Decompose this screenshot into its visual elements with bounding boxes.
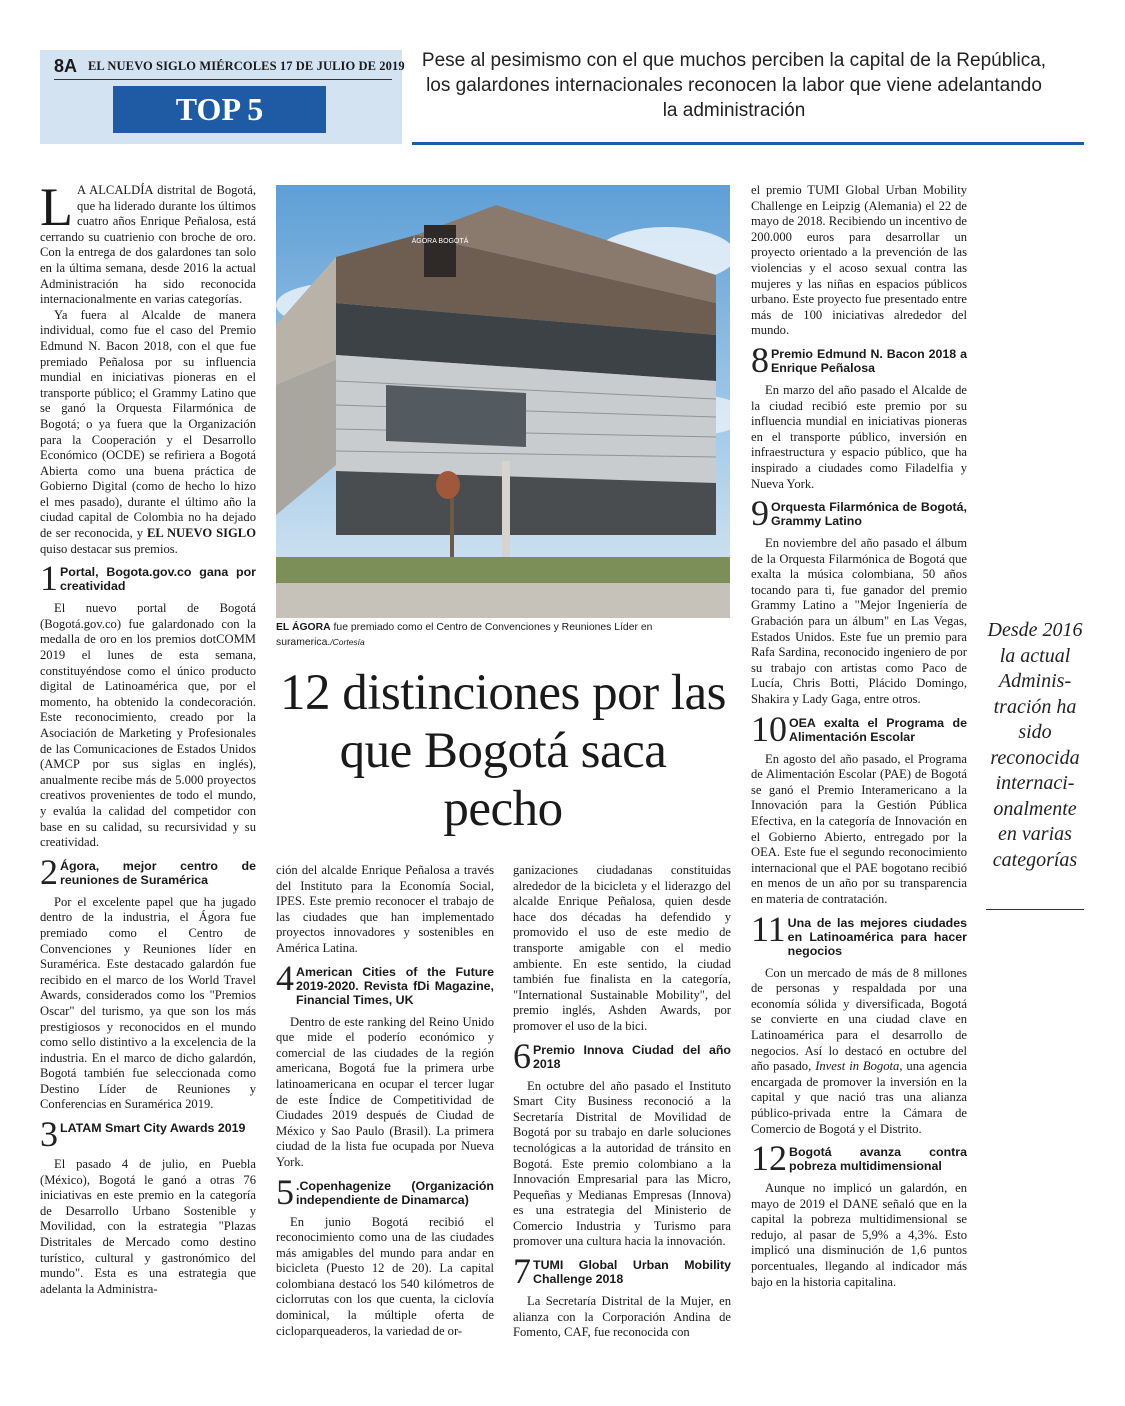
column-1 [40, 177, 257, 1297]
section-body-3-cont: ción del alcalde Enrique Peñalosa a través del Instituto para la Economía Social, IPES. Este premio reconocer el trabajo de las ciudades que han implementado proyectos innovadores y sostenibles en América Latina. [276, 863, 494, 955]
section-body-10: En agosto del año pasado, el Programa de Alimentación Escolar (PAE) de Bogotá se ganó el Premio Interamericano a la Innovación para la Gestión Pública Efectiva, en la categoría de Innovación en el Gobierno Abierto, entregado por la OEA. Este fue el segundo reconocimiento internacional que el PAE bogotano recibió en menos de un año por su transparencia en materia de contratación. [751, 751, 967, 906]
intro-paragraph-2: Ya fuera al Alcalde de manera individual, como fue el caso del Premio Edmund N. Bacon 2018, con el que fue premiado Peñalosa por su influencia mundial en iniciativas pioneras en el transporte público; el Grammy Latino que se ganó la Orquesta Filarmónica de Bogotá; o ya fuera que la Organización para la Cooperación y el Desarrollo Económico (OCDE) se refiriera a Bogotá Abierta como una buena práctica de Gobierno Digital (como de hecho lo hizo el mes pasado), durante el último año la ciudad capital de Colombia no ha dejado de ser reconocida, y EL NUEVO SIGLO quiso destacar sus premios. [40, 307, 257, 556]
intro-paragraph: L A ALCALDÍA distrital de Bogotá, que ha liderado durante los últimos cuatro años Enrique Peñalosa, está cerrando su cuatrienio con broche de oro. Con la entrega de dos galardones tan solo en la última semana, desde 2016 la actual Administración ha sido reconocida internacionalmente en varias categorías. [40, 177, 256, 307]
photo-caption: EL ÁGORA fue premiado como el Centro de Convenciones y Reuniones Líder en suramerica./Cortesía [276, 622, 653, 648]
section-body-11: Con un mercado de más de 8 millones de personas y respaldada por una economía sólida y diversificada, Bogotá se convierte en una ciudad clave en Latinoamérica para el desarrollo de negocios. Así lo destacó en octubre del año pasado, Invest in Bogota, una agencia encargada de promover la inversión en la capital y que nació tras una alianza público-privada entre la Cámara de Comercio de Bogotá y el Distrito. [751, 965, 967, 1136]
column-2 [276, 863, 494, 1339]
section-body-9: En noviembre del año pasado el álbum de la Orquesta Filarmónica de Bogotá que exalta la música colombiana, 50 años tocando para ti, fue ganador del premio Grammy Latino a "Mejor Ingeniería de Grabación para un álbum" en Las Vegas, Estados Unidos. Este fue un premio para Rafa Sardina, reconocido ingeniero de por su trabajo con artistas como Paco de Lucía, Chris Botti, Plácido Domingo, Shakira y Lady Gaga, entre otros. [751, 536, 967, 707]
section-body-5-cont: ganizaciones ciudadanas constituidas alrededor de la bicicleta y el liderazgo del alcalde Enrique Peñalosa, quien desde hace dos décadas ha defendido y promovido el uso de este medio de transporte amigable con el medio ambiente. En este sentido, la ciudad también fue finalista en la categoría, "International Sustainable Mobility", del premio inglés, Ashden Awards, por promover el uso de la bici. [513, 863, 731, 1033]
deck-rule [412, 142, 1084, 145]
section-body-6: En octubre del año pasado el Instituto Smart City Business reconoció a la Secretaría Distrital de Movilidad de Bogotá por su trabajo en darle soluciones tecnológicas a la autoridad de tránsito en Bogotá. Este premio colombiano a la Innovación Empresarial para las Micro, Pequeñas y Medianas Empresas (Innova) es una estrategia del Ministerio de Comercio Industria y Turismo para promover una cultura hacia la innovación. [513, 1078, 731, 1249]
section-heading-9: 9 Orquesta Filarmónica de Bogotá, Grammy Latino [751, 493, 967, 534]
section-heading-6: 6 Premio Innova Ciudad del año 2018 [513, 1035, 731, 1076]
section-heading-1: 1 Portal, Bogota.gov.co gana por creatividad [40, 558, 256, 599]
section-body-5: En junio Bogotá recibió el reconocimiento como una de las ciudades más amigables del mundo para andar en bicicleta (Puesto 12 de 20). La capital colombiana destacó los 540 kilómetros de ciclorrutas con los que cuenta, la ciclovía dominical, la múltiple oferta de cicloparqueaderos, la variedad de or- [276, 1214, 494, 1338]
drop-cap: L [40, 177, 73, 237]
building-sign-text: ÁGORA BOGOTÁ [411, 238, 469, 245]
section-heading-4: 4 American Cities of the Future 2019-2020. Revista fDi Magazine, Financial Times, UK [276, 957, 494, 1007]
section-body-4: Dentro de este ranking del Reino Unido que mide el poderío económico y comercial de las ciudades de la región americana, Bogotá fue la primera urbe latinoamericana en ocupar el tercer lugar de este Índice de Competitividad de Ciudades 2019 después de Ciudad de México y Sao Paulo (Brasil). La primera ciudad de la lista fue ocupada por Nueva York. [276, 1014, 494, 1169]
section-body-1: El nuevo portal de Bogotá (Bogotá.gov.co) fue galardonado con la medalla de oro en los premios dotCOMM 2019 el lunes de esta semana, constituyéndose como el único producto digital de Latinoamérica que, por el momento, ha obtenido la condecoración. Este reconocimiento, creado por la Asociación de Marketing y Profesionales de las Comunicaciones de Estados Unidos (AMCP por sus siglas en inglés), anualmente recibe más de 5.000 proyectos creativos provenientes de todo el mundo, y evalúa la calidad del competidor con base en su calidad, su recursividad y su creatividad. [40, 601, 256, 850]
section-body-3: El pasado 4 de julio, en Puebla (México), Bogotá le ganó a otras 76 iniciativas en este premio en la categoría de Desarrollo Urbano Sostenible y Movilidad, con la estrategia "Plazas Distritales de Mercado como destino turístico, cultural y gastronómico del mundo". Esta es una estrategia que adelanta la Administra- [40, 1157, 256, 1296]
section-heading-2: 2 Ágora, mejor centro de reuniones de Suramérica [40, 851, 256, 892]
pull-quote-rule [986, 909, 1084, 910]
section-tag: TOP 5 [113, 86, 326, 133]
section-heading-8: 8 Premio Edmund N. Bacon 2018 a Enrique Peñalosa [751, 339, 967, 380]
section-body-2: Por el excelente papel que ha jugado dentro de la industria, el Ágora fue premiado como el Centro de Convenciones y Reuniones líder en Suramérica. Este destacado galardón fue recibido en el marco de los World Travel Awards, considerados como los "Premios Oscar" del turismo, ya que son los más prestigiosos y reconocidos en el mundo como sello distintivo a la excelencia de la industria. En el marco de dicho galardón, Bogotá también fue seleccionada como Destino Líder de Reuniones y Conferencias en Suramérica 2019. [40, 894, 256, 1112]
newspaper-date-line: EL NUEVO SIGLO MIÉRCOLES 17 DE JULIO DE 2019 [88, 59, 405, 73]
section-heading-3: 3 LATAM Smart City Awards 2019 [40, 1114, 246, 1155]
column-4 [751, 183, 967, 1290]
section-heading-12: 12 Bogotá avanza contra pobreza multidimensional [751, 1138, 967, 1179]
deck-text: Pese al pesimismo con el que muchos perciben la capital de la República, los galardones internacionales reconocen la labor que viene adelantando la administración [421, 50, 1047, 121]
building-illustration [276, 185, 730, 618]
section-body-7-cont: el premio TUMI Global Urban Mobility Challenge en Leipzig (Alemania) el 22 de mayo de 2018. Recibiendo un incentivo de 200.000 euros para desarrollar un proyecto orientado a la prevención de las violencias y el acoso sexual contra las mujeres y las niñas en espacios públicos urbano. Este proyecto fue presentado entre más de 100 iniciativas alrededor del mundo. [751, 183, 967, 338]
pull-quote: Desde 2016 la actual Adminis-tración ha sido reconocida internaci-onalmente en varias categorías [987, 619, 1083, 871]
section-body-7: La Secretaría Distrital de la Mujer, en alianza con la Corporación Andina de Fomento, CAF, fue reconocida con [513, 1294, 731, 1340]
header-rule [54, 79, 392, 80]
section-heading-5: 5 .Copenhagenize (Organización independiente de Dinamarca) [276, 1171, 494, 1212]
section-body-12: Aunque no implicó un galardón, en mayo de 2019 el DANE señaló que en la capital la pobreza multidimensional se redujo, al pasar de 5,9% a 4,3%. Esto implicó una disminución de 1,6 puntos porcentuales, llegando al indicador más bajo en la historia capitalina. [751, 1181, 967, 1289]
section-heading-7: 7 TUMI Global Urban Mobility Challenge 2018 [513, 1251, 731, 1292]
section-heading-10: 10 OEA exalta el Programa de Alimentación Escolar [751, 708, 967, 749]
headline: 12 distinciones por las que Bogotá saca pecho [279, 665, 727, 837]
agora-building-photo [276, 185, 730, 618]
column-3 [513, 863, 731, 1341]
section-body-8: En marzo del año pasado el Alcalde de la ciudad recibió este premio por su influencia mundial en iniciativas pioneras en el transporte público, inversión en infraestructura y espacio público, que ha inspirado a ciudades como Filadelfia y Nueva York. [751, 382, 967, 491]
section-heading-11: 11 Una de las mejores ciudades en Latinoamérica para hacer negocios [751, 908, 967, 958]
page-number: 8A [54, 56, 78, 76]
